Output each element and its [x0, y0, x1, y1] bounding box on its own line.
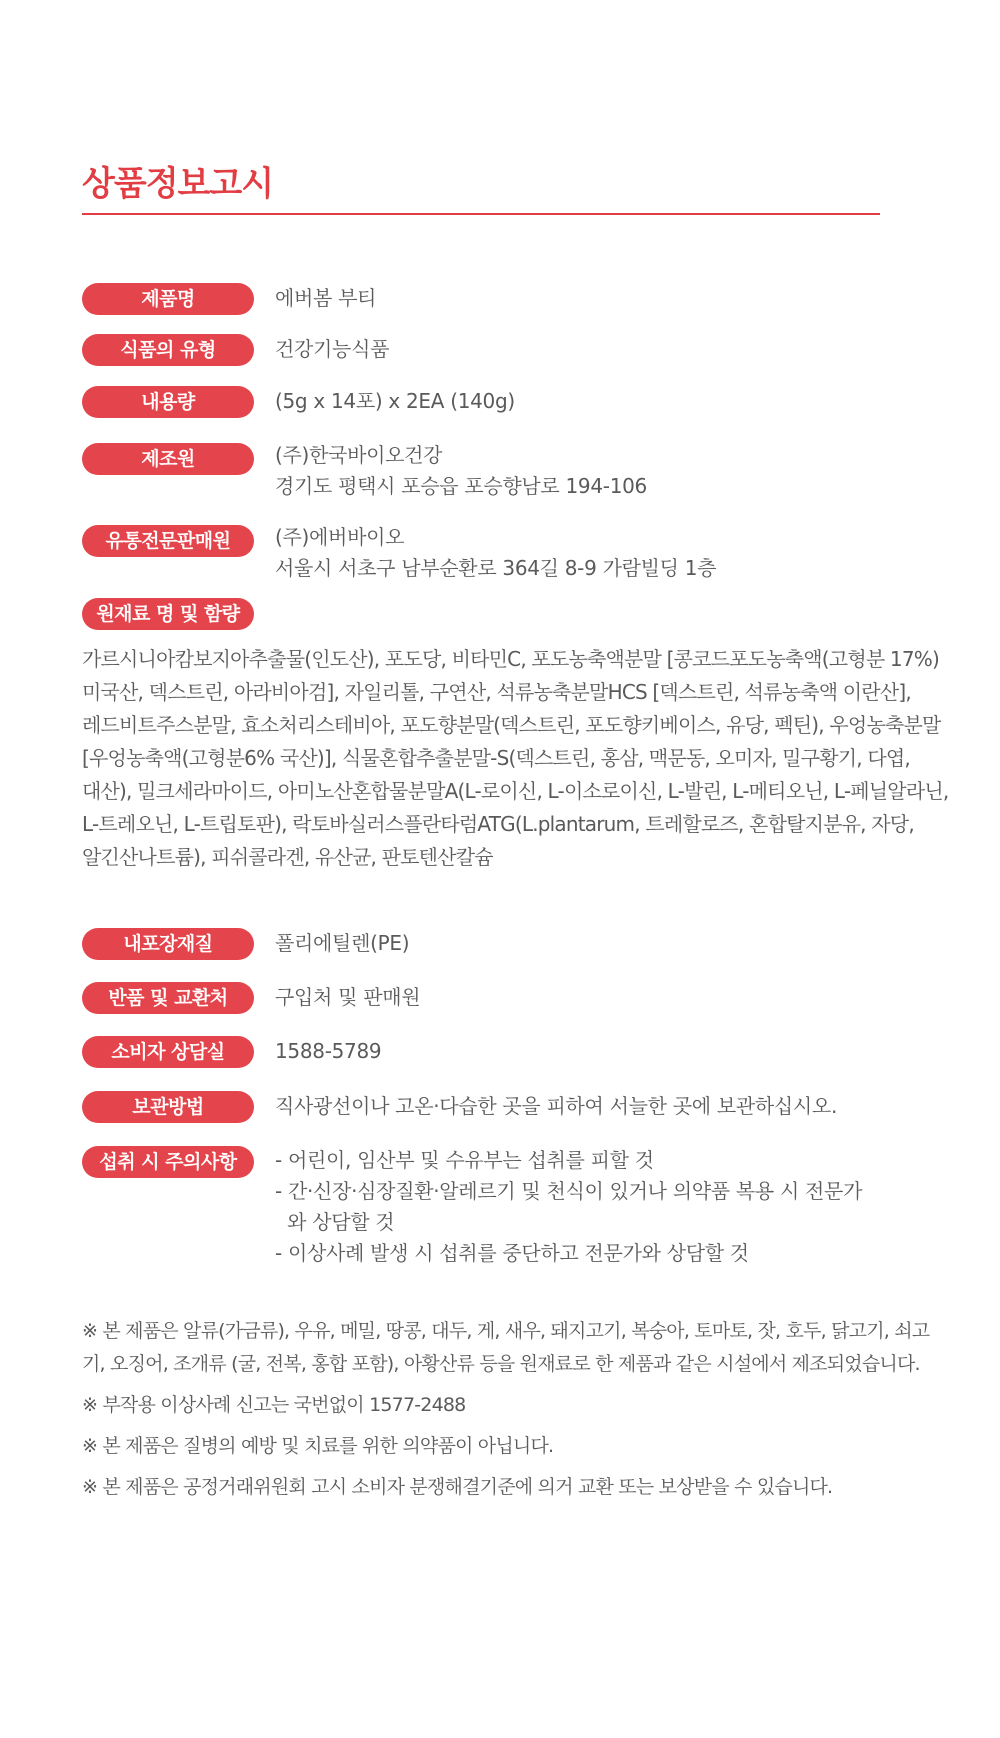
label-badge: 원재료 명 및 함량 — [82, 598, 254, 630]
label-badge: 내용량 — [82, 386, 254, 418]
info-row-returns — [82, 982, 420, 1014]
label-badge: 반품 및 교환처 — [82, 982, 254, 1014]
info-row-packaging — [82, 928, 409, 960]
info-value — [275, 334, 389, 365]
info-value-line: 와 상담할 것 — [275, 1210, 395, 1234]
info-row-ingredients — [82, 598, 254, 630]
page-title: 상품정보고시 — [82, 164, 274, 204]
info-value-line: 1588-5789 — [275, 1039, 382, 1063]
note-line: ※ 부작용 이상사례 신고는 국번없이 1577-2488 — [82, 1394, 466, 1416]
info-value — [275, 283, 376, 314]
info-value — [275, 1036, 381, 1067]
note-line: 기, 오징어, 조개류 (굴, 전복, 홍합 포함), 아황산류 등을 원재료로 한 제품과 같은 시설에서 제조되었습니다. — [82, 1353, 920, 1375]
info-value-line: 직사광선이나 고온·다습한 곳을 피하여 서늘한 곳에 보관하십시오. — [275, 1094, 837, 1118]
info-value — [275, 386, 515, 417]
note-line: ※ 본 제품은 알류(가금류), 우유, 메밀, 땅콩, 대두, 게, 새우, 돼지고기, 복숭아, 토마토, 잣, 호두, 닭고기, 쇠고 — [82, 1320, 930, 1342]
info-value — [275, 928, 409, 959]
info-row-distributor — [82, 525, 716, 584]
label-badge: 제조원 — [82, 443, 254, 475]
ingredients-line: 대산), 밀크세라마이드, 아미노산혼합물분말A(L-로이신, L-이소로이신, L-발린, L-메티오닌, L-페닐알라닌, — [82, 779, 949, 803]
info-value-line: 에버봄 부티 — [275, 286, 377, 310]
info-value — [275, 1091, 837, 1122]
info-value — [275, 982, 420, 1013]
ingredients-text — [82, 643, 949, 874]
info-value-line: - 간·신장·심장질환·알레르기 및 천식이 있거나 의약품 복용 시 전문가 — [275, 1179, 863, 1203]
info-row-manufacturer — [82, 443, 647, 502]
label-badge: 소비자 상담실 — [82, 1036, 254, 1068]
label-badge: 유통전문판매원 — [82, 525, 254, 557]
info-value-line: - 이상사례 발생 시 섭취를 중단하고 전문가와 상담할 것 — [275, 1241, 749, 1265]
info-value-line: (주)한국바이오건강 — [275, 443, 443, 467]
info-row-food-type — [82, 334, 389, 366]
info-value — [275, 522, 716, 584]
note-line: ※ 본 제품은 질병의 예방 및 치료를 위한 의약품이 아닙니다. — [82, 1435, 554, 1457]
title-divider — [82, 213, 880, 215]
ingredients-line: 알긴산나트륨), 피쉬콜라겐, 유산균, 판토텐산칼슘 — [82, 845, 493, 869]
ingredients-line: L-트레오닌, L-트립토판), 락토바실러스플란타럼ATG(L.plantarum, 트레할로즈, 혼합탈지분유, 자당, — [82, 812, 914, 836]
note-line: ※ 본 제품은 공정거래위원회 고시 소비자 분쟁해결기준에 의거 교환 또는 보상받을 수 있습니다. — [82, 1476, 833, 1498]
ingredients-line: 가르시니아캄보지아추출물(인도산), 포도당, 비타민C, 포도농축액분말 [콩코드포도농축액(고형분 17%) — [82, 647, 939, 671]
label-badge: 제품명 — [82, 283, 254, 315]
info-value — [275, 440, 647, 502]
info-value-line: (주)에버바이오 — [275, 525, 405, 549]
info-value-line: - 어린이, 임산부 및 수유부는 섭취를 피할 것 — [275, 1148, 654, 1172]
info-value-line: 건강기능식품 — [275, 337, 390, 361]
label-badge: 내포장재질 — [82, 928, 254, 960]
ingredients-line: 레드비트주스분말, 효소처리스테비아, 포도향분말(덱스트린, 포도향키베이스, 유당, 펙틴), 우엉농축분말 — [82, 713, 941, 737]
label-badge: 식품의 유형 — [82, 334, 254, 366]
ingredients-line: [우엉농축액(고형분6% 국산)], 식물혼합추출분말-S(덱스트린, 홍삼, 맥문동, 오미자, 밀구황기, 다엽, — [82, 746, 910, 770]
info-value-line: 서울시 서초구 남부순환로 364길 8-9 가람빌딩 1층 — [275, 556, 717, 580]
info-row-contents — [82, 386, 515, 418]
label-badge: 섭취 시 주의사항 — [82, 1146, 254, 1178]
label-badge: 보관방법 — [82, 1091, 254, 1123]
info-row-storage — [82, 1091, 837, 1123]
info-value — [275, 1145, 862, 1269]
info-row-product-name — [82, 283, 376, 315]
info-row-customer-service — [82, 1036, 381, 1068]
info-value-line: 구입처 및 판매원 — [275, 985, 421, 1009]
ingredients-line: 미국산, 덱스트린, 아라비아검], 자일리톨, 구연산, 석류농축분말HCS [덱스트린, 석류농축액 이란산], — [82, 680, 911, 704]
info-value-line: 경기도 평택시 포승읍 포승향남로 194-106 — [275, 474, 647, 498]
info-value-line: 폴리에틸렌(PE) — [275, 931, 410, 955]
info-value-line: (5g x 14포) x 2EA (140g) — [275, 389, 515, 413]
notes — [82, 1315, 930, 1504]
info-row-precautions — [82, 1146, 862, 1269]
